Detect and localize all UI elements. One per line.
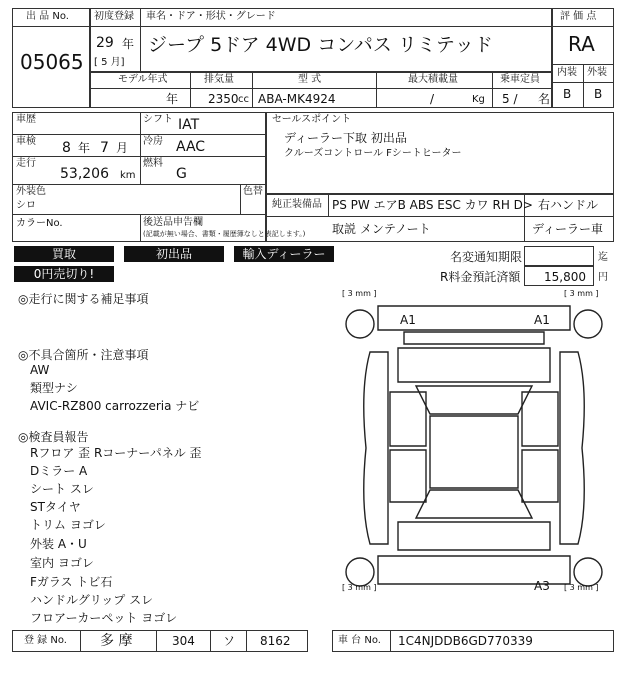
manual-label: 取説 メンテノート — [332, 222, 431, 236]
tag-first: 初出品 — [124, 246, 224, 262]
inspector-1: Rフロア 歪 Rコーナーパネル 歪 — [30, 446, 202, 460]
defect-title: ◎不具合箇所・注意事項 — [18, 348, 149, 362]
recycle-unit: 円 — [598, 272, 608, 283]
fuel-label: 燃料 — [143, 158, 163, 169]
inspector-4: STタイヤ — [30, 500, 81, 514]
score-label: 評 価 点 — [560, 11, 597, 22]
trunk — [398, 522, 550, 550]
wheel-rear-left — [346, 558, 374, 586]
inspector-title: ◎検査員報告 — [18, 430, 89, 444]
mileage: 53,206 — [60, 166, 109, 182]
inspector-10: フロアーカーペット ヨゴレ — [30, 611, 178, 625]
exterior-label: 外装 — [587, 67, 607, 78]
inspection-month: 7 — [100, 140, 109, 156]
car-label: 車名・ドア・形状・グレード — [146, 11, 276, 22]
car-diagram — [338, 288, 610, 604]
model-year-unit: 年 — [166, 92, 179, 106]
max-load-label: 最大積載量 — [408, 74, 458, 85]
mark-a1-right: A1 — [534, 313, 550, 327]
defect-3: AVIC-RZ800 carrozzeria ナビ — [30, 399, 200, 413]
exterior-score: B — [594, 87, 603, 101]
ac: AAC — [176, 139, 206, 155]
color-no-label: カラーNo. — [16, 218, 63, 229]
handle: 右ハンドル — [538, 198, 599, 212]
inspector-6: 外装 A・U — [30, 537, 87, 551]
corner-tl: [ 3 mm ] — [342, 289, 377, 298]
equipment-label: 純正装備品 — [272, 199, 322, 210]
windshield — [416, 386, 532, 414]
deadline-label: 名変通知期限 — [450, 250, 523, 264]
recycle: 15,800 — [544, 270, 586, 284]
defect-2: 類型ナシ — [30, 381, 78, 395]
sales-label: セールスポイント — [272, 114, 352, 125]
hood — [398, 348, 550, 382]
load-slash: / — [430, 92, 435, 106]
shift: IAT — [178, 117, 200, 133]
sales-line1: ディーラー下取 初出品 — [284, 131, 407, 145]
sales-line2: クルーズコントロール Fシートヒーター — [284, 148, 462, 159]
type-label: 型 式 — [298, 74, 322, 85]
mark-a1-left: A1 — [400, 313, 416, 327]
lot-number: 05065 — [20, 50, 84, 74]
aftermarket-label: 後送品申告欄 — [143, 217, 203, 228]
dealer: ディーラー車 — [532, 222, 604, 236]
mileage-label: 走行 — [16, 158, 36, 169]
inspector-8: Fガラス トビ石 — [30, 575, 113, 589]
zero-yen-tag: 0円売切り! — [14, 266, 114, 282]
color: シロ — [16, 200, 36, 211]
chassis: 1C4NJDDB6GD770339 — [398, 634, 533, 648]
cc: cc — [238, 94, 249, 105]
tag-import: 輸入ディーラー — [234, 246, 334, 262]
recycle-label: R料金預託済額 — [440, 270, 521, 284]
year-unit: 年 — [122, 37, 135, 51]
kg: Kg — [472, 94, 485, 105]
score: RA — [568, 32, 595, 56]
reg-area: 多 摩 — [100, 633, 133, 649]
right-side — [560, 352, 584, 544]
displacement: 2350 — [208, 92, 239, 106]
left-side — [364, 352, 388, 544]
inspector-7: 室内 ヨゴレ — [30, 556, 94, 570]
capacity: 5 / — [502, 92, 518, 106]
lot-label: 出 品 No. — [26, 11, 69, 22]
model-year-label: モデル年式 — [118, 74, 168, 85]
deadline-box — [524, 246, 594, 266]
drive-title: ◎走行に関する補足事項 — [18, 292, 149, 306]
corner-bl: [ 3 mm ] — [342, 583, 377, 592]
year-unit-2: 年 — [78, 141, 91, 155]
inspection-label: 車検 — [16, 136, 36, 147]
wheel-rear-right — [574, 558, 602, 586]
rear-window — [416, 490, 532, 518]
wheel-front-right — [574, 310, 602, 338]
capacity-unit: 名 — [538, 92, 551, 106]
deadline-unit: 迄 — [598, 252, 608, 263]
color-label: 外装色 — [16, 186, 46, 197]
aftermarket-note: (記載が無い場合、書類・履歴簿なしと表記します。) — [143, 230, 306, 238]
month: [ 5 月] — [94, 57, 125, 68]
tag-kaitori: 買取 — [14, 246, 114, 262]
inspector-2: Dミラー A — [30, 464, 88, 478]
color-change-label: 色替 — [243, 186, 263, 197]
corner-tr: [ 3 mm ] — [564, 289, 599, 298]
reg-label: 登 録 No. — [24, 635, 67, 646]
displacement-label: 排気量 — [204, 74, 234, 85]
year: 29 — [96, 35, 114, 51]
equipment-value: PS PW エアB ABS ESC カワ RH D> — [332, 198, 533, 212]
corner-br: [ 3 mm ] — [564, 583, 599, 592]
capacity-label: 乗車定員 — [500, 74, 540, 85]
ac-label: 冷房 — [143, 136, 163, 147]
chassis-label: 車 台 No. — [338, 635, 381, 646]
reg-class: 304 — [172, 634, 195, 648]
inspector-9: ハンドルグリップ スレ — [30, 593, 154, 607]
wheel-front-left — [346, 310, 374, 338]
fuel: G — [176, 166, 187, 182]
reg-kana: ソ — [223, 634, 236, 648]
inspector-5: トリム ヨゴレ — [30, 518, 106, 532]
km: km — [120, 170, 136, 181]
car-name: ジープ 5ドア 4WD コンパス リミテッド — [148, 34, 493, 56]
car-diagram-svg — [338, 288, 610, 604]
roof — [430, 416, 518, 488]
model-code: ABA-MK4924 — [258, 92, 336, 106]
reg-number: 8162 — [260, 634, 291, 648]
shift-label: シフト — [143, 114, 173, 125]
month-unit: 月 — [116, 141, 129, 155]
mark-a3: A3 — [534, 579, 550, 593]
inspection-year: 8 — [62, 140, 71, 156]
interior-score: B — [563, 87, 572, 101]
interior-label: 内装 — [557, 67, 577, 78]
first-reg-label: 初度登録 — [94, 11, 134, 22]
history-label: 車歴 — [16, 114, 36, 125]
defect-1: AW — [30, 363, 50, 377]
inspector-3: シート スレ — [30, 482, 94, 496]
